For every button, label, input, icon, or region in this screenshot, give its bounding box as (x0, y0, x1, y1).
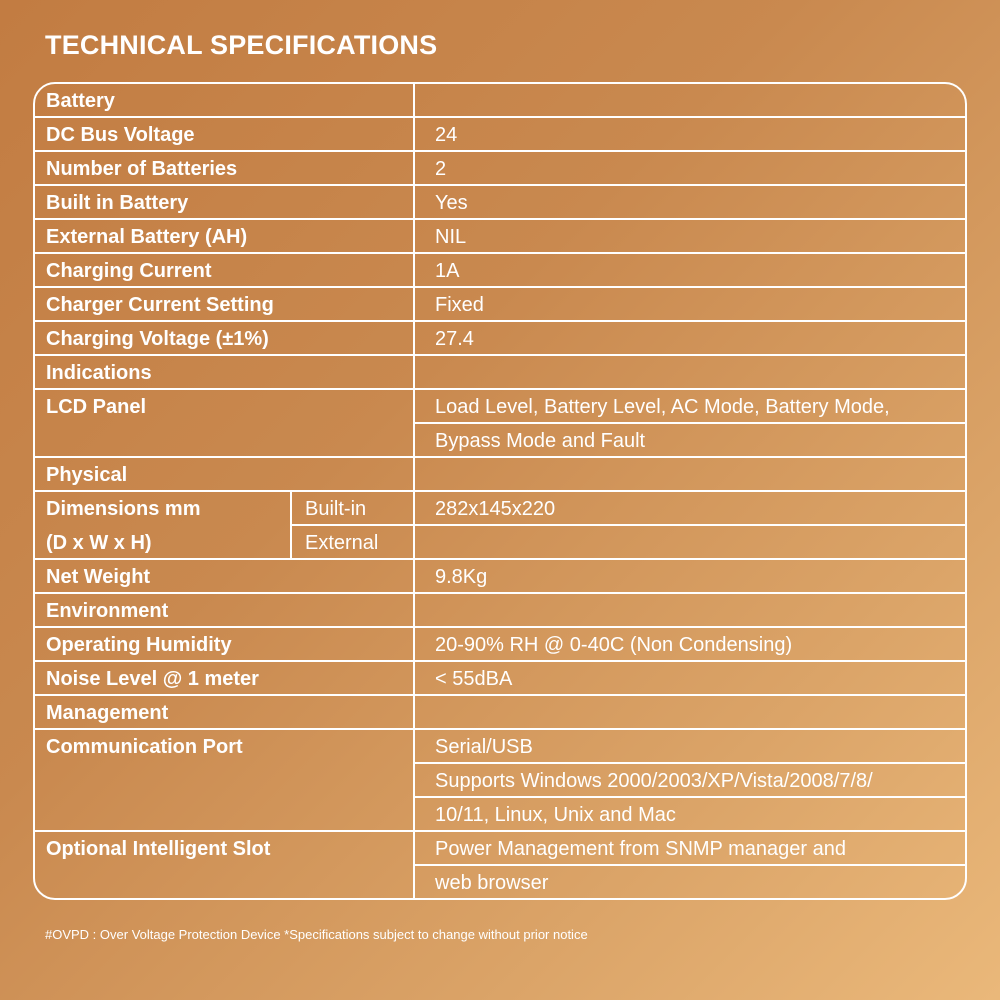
page-title: TECHNICAL SPECIFICATIONS (45, 30, 438, 60)
external-battery-value: NIL (435, 226, 467, 248)
communication-port-label: Communication Port (46, 736, 243, 758)
operating-humidity-label: Operating Humidity (46, 634, 232, 656)
dimensions-label-line2: (D x W x H) (46, 532, 152, 554)
noise-level-label: Noise Level @ 1 meter (46, 668, 259, 690)
optional-slot-label: Optional Intelligent Slot (46, 838, 271, 860)
lcd-panel-label: LCD Panel (46, 396, 147, 418)
optional-slot-value-line1: Power Management from SNMP manager and (435, 838, 846, 860)
dimensions-built-in-value: 282x145x220 (435, 498, 556, 520)
section-heading-indications: Indications (46, 362, 152, 384)
dc-bus-voltage-label: DC Bus Voltage (46, 124, 195, 146)
charging-current-label: Charging Current (46, 260, 212, 282)
communication-port-value-line3: 10/11, Linux, Unix and Mac (435, 804, 676, 826)
lcd-panel-value-line1: Load Level, Battery Level, AC Mode, Battery Mode, (435, 396, 890, 418)
communication-port-value-line2: Supports Windows 2000/2003/XP/Vista/2008/7/8/ (435, 770, 873, 792)
lcd-panel-value-line2: Bypass Mode and Fault (435, 430, 646, 452)
charger-current-setting-value: Fixed (435, 294, 484, 316)
optional-slot-value-line2: web browser (435, 872, 549, 894)
dimensions-label-line1: Dimensions mm (46, 498, 201, 520)
section-heading-management: Management (46, 702, 169, 724)
communication-port-value-line1: Serial/USB (435, 736, 533, 758)
external-battery-label: External Battery (AH) (46, 226, 248, 248)
section-heading-environment: Environment (46, 600, 169, 622)
dimensions-sub-external: External (305, 532, 379, 554)
row-divider (290, 524, 965, 526)
charging-current-value: 1A (435, 260, 460, 282)
charger-current-setting-label: Charger Current Setting (46, 294, 274, 316)
number-of-batteries-value: 2 (435, 158, 447, 180)
section-heading-battery: Battery (46, 90, 115, 112)
built-in-battery-label: Built in Battery (46, 192, 189, 214)
footnote: #OVPD : Over Voltage Protection Device *Specifications subject to change without prior notice (45, 927, 588, 942)
section-heading-physical: Physical (46, 464, 128, 486)
noise-level-value: < 55dBA (435, 668, 513, 690)
charging-voltage-label: Charging Voltage (±1%) (46, 328, 269, 350)
row-divider (35, 592, 965, 594)
dimensions-sub-built-in: Built-in (305, 498, 367, 520)
row-divider (35, 558, 965, 560)
net-weight-value: 9.8Kg (435, 566, 488, 588)
net-weight-label: Net Weight (46, 566, 151, 588)
number-of-batteries-label: Number of Batteries (46, 158, 238, 180)
operating-humidity-value: 20-90% RH @ 0-40C (Non Condensing) (435, 634, 793, 656)
dc-bus-voltage-value: 24 (435, 124, 458, 146)
spec-table (33, 82, 967, 900)
built-in-battery-value: Yes (435, 192, 468, 214)
charging-voltage-value: 27.4 (435, 328, 474, 350)
